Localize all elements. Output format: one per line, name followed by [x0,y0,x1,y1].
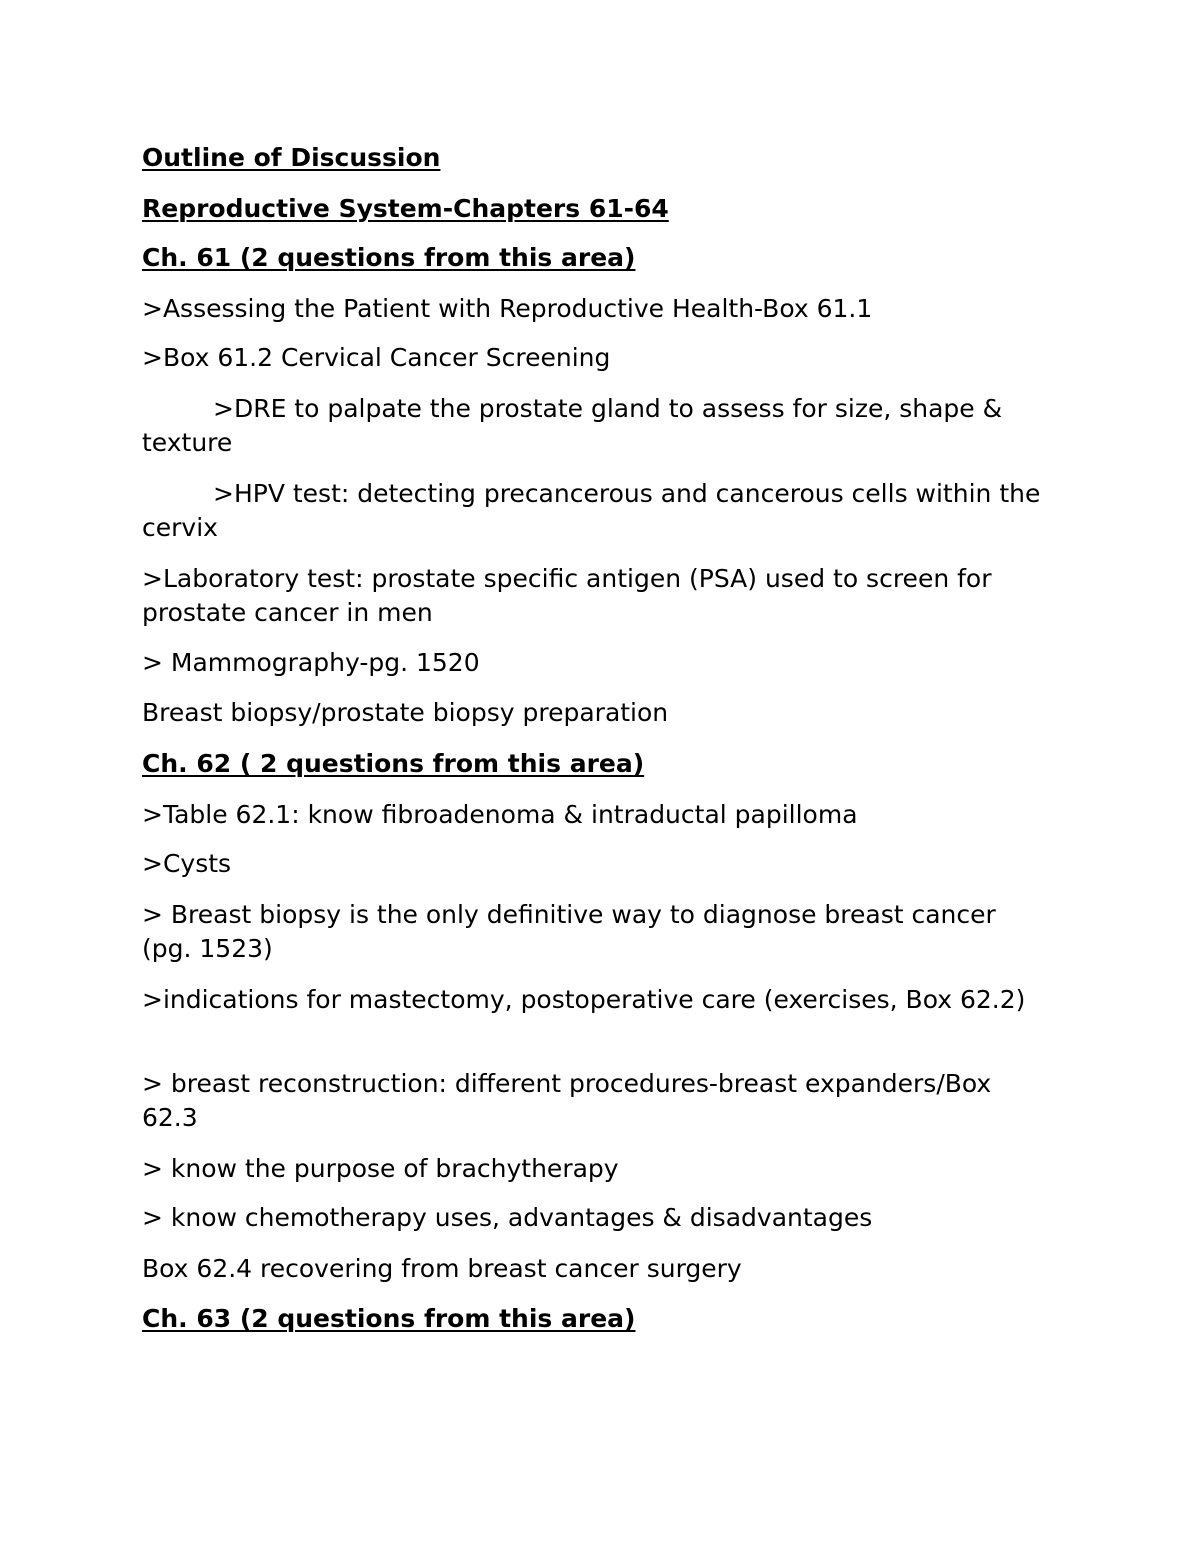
list-item: >DRE to palpate the prostate gland to assess for size, shape & texture [142,394,1003,457]
list-item: >Laboratory test: prostate specific antigen (PSA) used to screen for prostate cancer in men [142,564,992,627]
list-item: >Cysts [142,849,232,878]
list-item: >Assessing the Patient with Reproductive Health-Box 61.1 [142,294,873,323]
list-item: >indications for mastectomy, postoperative care (exercises, Box 62.2) [142,985,1026,1014]
list-item: >Box 61.2 Cervical Cancer Screening [142,343,611,372]
document-title: Outline of Discussion [142,143,441,172]
section-heading-ch62: Ch. 62 ( 2 questions from this area) [142,749,645,778]
section-heading-ch61: Ch. 61 (2 questions from this area) [142,243,636,272]
list-item: > know the purpose of brachytherapy [142,1154,619,1183]
list-item: > know chemotherapy uses, advantages & disadvantages [142,1203,873,1232]
list-item: Breast biopsy/prostate biopsy preparation [142,698,669,727]
document-subtitle: Reproductive System-Chapters 61-64 [142,194,669,223]
list-item: >Table 62.1: know fibroadenoma & intraductal papilloma [142,800,858,829]
list-item: >HPV test: detecting precancerous and cancerous cells within the cervix [142,479,1041,542]
section-heading-ch63: Ch. 63 (2 questions from this area) [142,1304,636,1333]
list-item: > Mammography-pg. 1520 [142,648,480,677]
list-item: > breast reconstruction: different procedures-breast expanders/Box 62.3 [142,1069,992,1132]
list-item: > Breast biopsy is the only definitive way to diagnose breast cancer (pg. 1523) [142,900,996,963]
list-item: Box 62.4 recovering from breast cancer surgery [142,1254,742,1283]
